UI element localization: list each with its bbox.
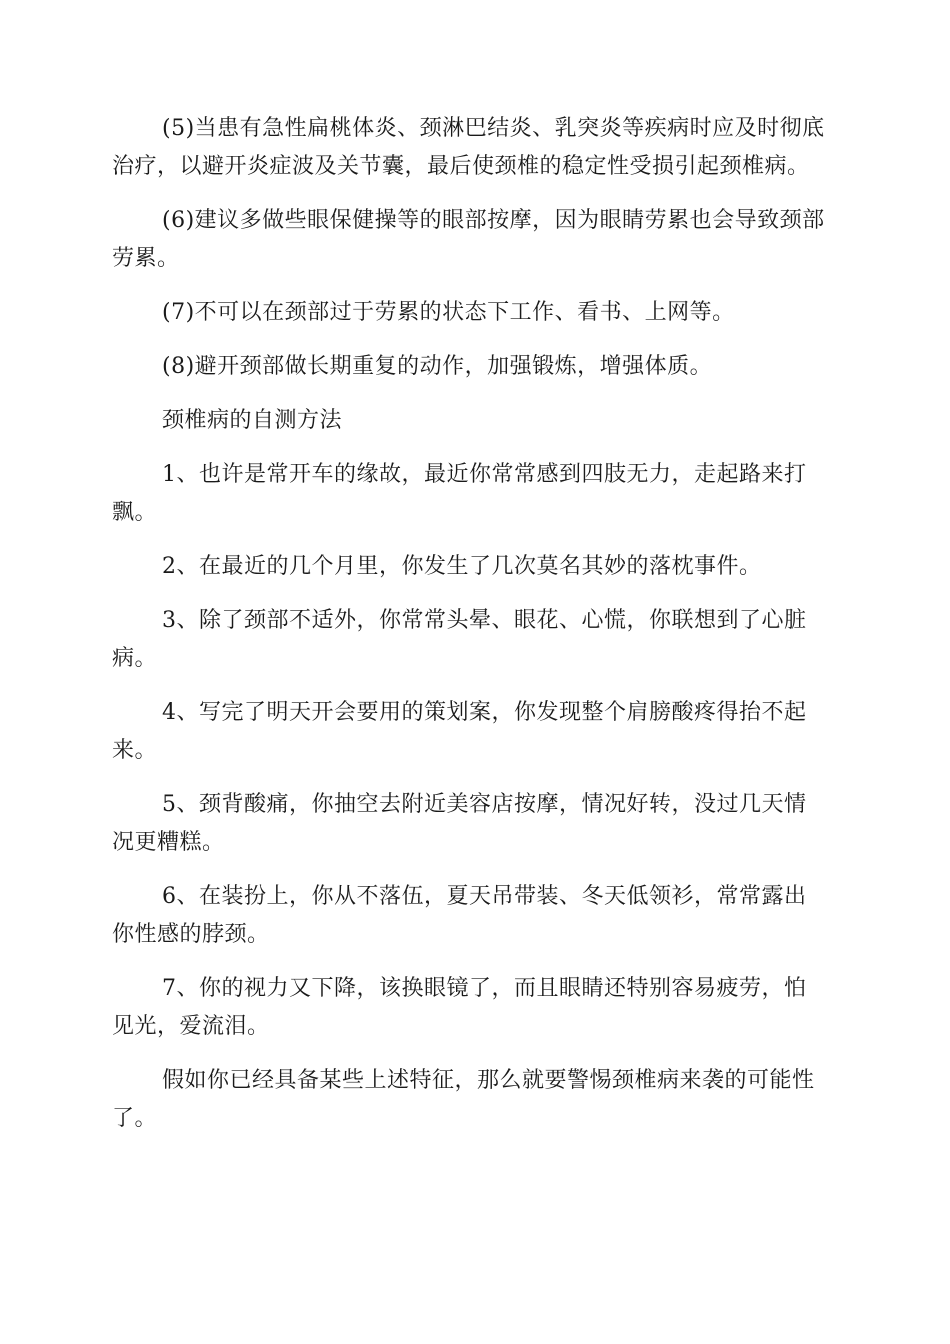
paragraph-prevention-7: (7)不可以在颈部过于劳累的状态下工作、看书、上网等。	[162, 300, 735, 325]
paragraph-self-test-2: 2、在最近的几个月里，你发生了几次莫名其妙的落枕事件。	[162, 554, 762, 579]
paragraph-self-test-6: 6、在装扮上，你从不落伍，夏天吊带装、冬天低领衫，常常露出你性感的脖颈。	[112, 884, 807, 947]
paragraph-self-test-5: 5、颈背酸痛，你抽空去附近美容店按摩，情况好转，没过几天情况更糟糕。	[112, 792, 807, 855]
paragraph-self-test-1: 1、也许是常开车的缘故，最近你常常感到四肢无力，走起路来打飘。	[112, 462, 807, 525]
paragraph-conclusion: 假如你已经具备某些上述特征，那么就要警惕颈椎病来袭的可能性了。	[112, 1068, 815, 1131]
paragraph-prevention-5: (5)当患有急性扁桃体炎、颈淋巴结炎、乳突炎等疾病时应及时彻底治疗，以避开炎症波及关节囊，最后使颈椎的稳定性受损引起颈椎病。	[112, 116, 825, 179]
paragraph-self-test-4: 4、写完了明天开会要用的策划案，你发现整个肩膀酸疼得抬不起来。	[112, 700, 807, 763]
paragraph-self-test-3: 3、除了颈部不适外，你常常头晕、眼花、心慌，你联想到了心脏病。	[112, 608, 807, 671]
paragraph-prevention-6: (6)建议多做些眼保健操等的眼部按摩，因为眼睛劳累也会导致颈部劳累。	[112, 208, 825, 271]
paragraph-self-test-7: 7、你的视力又下降，该换眼镜了，而且眼睛还特别容易疲劳，怕见光，爱流泪。	[112, 976, 807, 1039]
document-body	[112, 110, 827, 1154]
section-heading-self-test: 颈椎病的自测方法	[162, 408, 343, 433]
paragraph-prevention-8: (8)避开颈部做长期重复的动作，加强锻炼，增强体质。	[162, 354, 713, 379]
